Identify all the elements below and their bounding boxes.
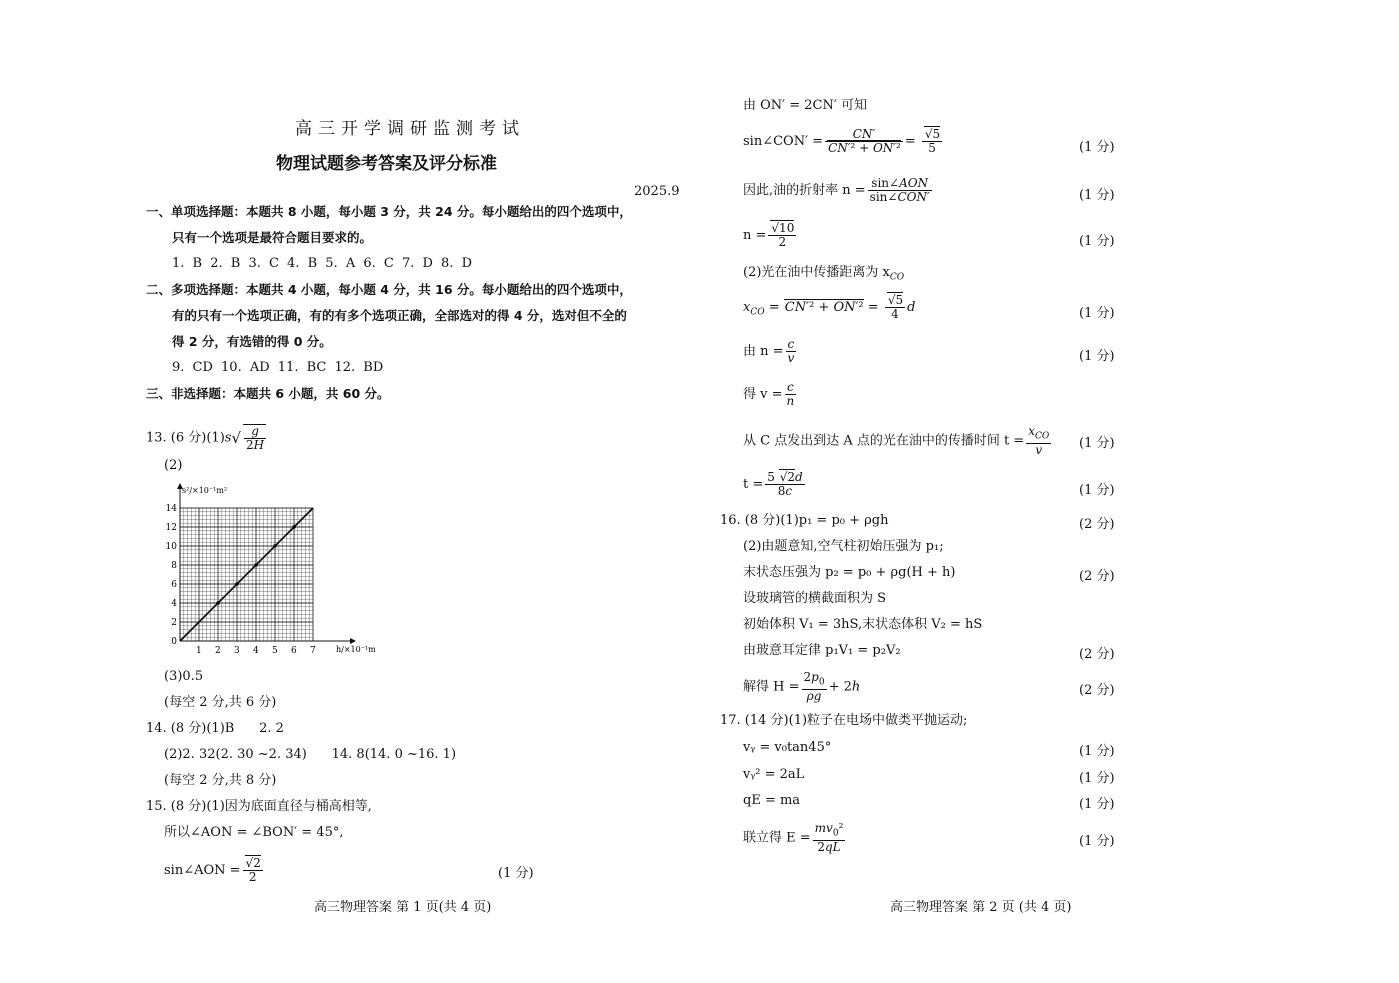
r-line9: 从 C 点发出到达 A 点的光在油中的传播时间 t = $x_{CO}$ v	[743, 424, 1050, 458]
r-line4: n = $\frac{√10}{2}$	[743, 221, 795, 249]
q14-line2: (2)2. 32(2. 30 ~2. 34) 14. 8(14. 0 ~16. 1)	[164, 747, 457, 762]
q16-score1: (2 分)	[1079, 517, 1115, 532]
r7-score: (1 分)	[1079, 349, 1115, 364]
header-title: 高三开学调研监测考试	[295, 119, 525, 139]
q15-line1: 15. (8 分)(1)因为底面直径与桶高相等,	[146, 799, 372, 814]
r-line1: 由 ON′ = 2CN′ 可知	[743, 98, 867, 113]
y-tick-label: 4	[171, 599, 177, 609]
x-axis-label: h/×10⁻¹m	[336, 645, 376, 654]
r5-label: (2)光在油中传播距离为 x	[743, 265, 890, 280]
q16-line4: 设玻璃管的横截面积为 S	[743, 591, 887, 606]
q13-prefix: 13. (6 分)(1)	[146, 430, 225, 446]
r-line3: 因此,油的折射率 n = sin∠AON sin∠CON′	[743, 176, 930, 204]
x-tick-label: 6	[291, 646, 297, 656]
data-point	[273, 544, 277, 548]
q17-line5: 联立得 E = $\frac{mv_0^2}{2qL}$	[743, 821, 844, 855]
y-tick-label: 0	[171, 637, 177, 647]
r4-score: (1 分)	[1079, 234, 1115, 249]
x-tick-label: 1	[196, 646, 202, 656]
right-footer: 高三物理答案 第 2 页 (共 4 页)	[890, 900, 1072, 915]
y-tick-label: 12	[165, 523, 177, 533]
q17-score4: (1 分)	[1079, 834, 1115, 849]
r-line10: t = $\frac{5 √2d}{8c}$	[743, 470, 803, 498]
q16-line7: 解得 H = $\frac{2p_0}{\rho g}$ + 2h	[743, 670, 861, 704]
q17-line2: vᵧ = v₀tan45°	[743, 740, 832, 755]
x-tick-label: 4	[253, 646, 259, 656]
sec1-answers: 1. B 2. B 3. C 4. B 5. A 6. C 7. D 8. D	[172, 256, 472, 271]
x-tick-label: 3	[234, 646, 240, 656]
data-point	[216, 601, 220, 605]
data-point	[292, 525, 296, 529]
q13-line1: 13. (6 分)(1)s√ $\frac{g}{2H}$	[146, 424, 265, 452]
sec2-answers: 9. CD 10. AD 11. BC 12. BD	[172, 360, 384, 375]
y-tick-label: 10	[165, 542, 177, 552]
q16-score3: (2 分)	[1079, 647, 1115, 662]
q15-line3: sin∠AON = $\frac{√2}{2}$	[164, 856, 261, 884]
x-tick-label: 5	[272, 646, 278, 656]
y-tick-label: 6	[171, 580, 177, 590]
date: 2025.9	[634, 184, 680, 199]
q15-sin-label: sin∠AON =	[164, 863, 241, 878]
x-axis-arrow	[350, 638, 356, 644]
sec2-line1: 二、多项选择题：本题共 4 小题，每小题 4 分，共 16 分。每小题给出的四个选项中，	[146, 282, 632, 297]
q13-note: (每空 2 分,共 6 分)	[164, 695, 277, 710]
q13-part2: (2)	[164, 458, 183, 473]
r2-label: sin∠CON′ =	[743, 134, 824, 149]
data-point	[254, 563, 258, 567]
x-tick-label: 7	[310, 646, 316, 656]
q13-part3: (3)0.5	[164, 669, 204, 684]
y-tick-label: 8	[171, 561, 177, 571]
main-title: 物理试题参考答案及评分标准	[276, 154, 497, 174]
r3-label: 因此,油的折射率 n =	[743, 183, 866, 198]
r-line8: 得 v = $\frac{c}{n}$	[743, 380, 795, 408]
q17-line1: 17. (14 分)(1)粒子在电场中做类平抛运动;	[720, 713, 968, 728]
r4-label: n =	[743, 228, 767, 243]
r8-label: 得 v =	[743, 387, 783, 402]
r-line7: 由 n = $\frac{c}{v}$	[743, 337, 795, 365]
sec2-line2: 有的只有一个选项正确，有的有多个选项正确，全部选对的得 4 分，选对但不全的	[172, 308, 627, 323]
q16-line2: (2)由题意知,空气柱初始压强为 p₁;	[743, 539, 944, 554]
q16-l7-label: 解得 H =	[743, 679, 800, 695]
chart-series	[180, 508, 313, 641]
r2-score: (1 分)	[1079, 140, 1115, 155]
r9-score: (1 分)	[1079, 436, 1115, 451]
q17-line3: vᵧ² = 2aL	[743, 767, 805, 782]
x-tick-label: 2	[215, 646, 221, 656]
r7-label: 由 n =	[743, 344, 784, 359]
y-tick-label: 14	[165, 504, 177, 514]
left-footer: 高三物理答案 第 1 页(共 4 页)	[314, 900, 492, 915]
q16-score2: (2 分)	[1079, 569, 1115, 584]
r3-score: (1 分)	[1079, 188, 1115, 203]
sec1-line2: 只有一个选项是最符合题目要求的。	[172, 230, 373, 245]
r-line6: $x_{CO} = CN'^2 + ON'^2$ = $\frac{√5}{4}$ d	[743, 293, 916, 321]
r6-score: (1 分)	[1079, 306, 1115, 321]
q17-score2: (1 分)	[1079, 771, 1115, 786]
y-tick-label: 2	[171, 618, 177, 628]
q16-score4: (2 分)	[1079, 683, 1115, 698]
q15-line2: 所以∠AON = ∠BON′ = 45°,	[164, 825, 344, 840]
q17-line4: qE = ma	[743, 793, 801, 808]
sec1-line1: 一、单项选择题：本题共 8 小题，每小题 3 分，共 24 分。每小题给出的四个选项中，	[146, 204, 632, 219]
r9-label: 从 C 点发出到达 A 点的光在油中的传播时间 t =	[743, 433, 1025, 449]
y-axis-label: s²/×10⁻¹m²	[182, 486, 228, 495]
q14-note: (每空 2 分,共 8 分)	[164, 773, 277, 788]
r-line5: (2)光在油中传播距离为 $x_{CO}$	[743, 265, 905, 283]
r6-label: x	[743, 300, 751, 315]
q17-l5-label: 联立得 E =	[743, 830, 811, 846]
q16-line3: 末状态压强为 p₂ = p₀ + ρg(H + h)	[743, 565, 956, 580]
sec3-header: 三、非选择题：本题共 6 小题，共 60 分。	[146, 386, 390, 401]
q17-score3: (1 分)	[1079, 797, 1115, 812]
r-line2: sin∠CON′ = $\frac{CN'}{\text{CN′² + ON′²}}$ = $\frac{√5}{5}$	[743, 127, 941, 155]
q15-score: (1 分)	[498, 866, 534, 881]
q13-chart	[160, 480, 390, 660]
sec2-line3: 得 2 分，有选错的得 0 分。	[172, 334, 332, 349]
q16-line5: 初始体积 V₁ = 3hS,末状态体积 V₂ = hS	[743, 617, 983, 632]
r10-score: (1 分)	[1079, 483, 1115, 498]
q14-line1: 14. (8 分)(1)B 2. 2	[146, 721, 284, 736]
r10-label: t =	[743, 477, 764, 492]
data-point	[235, 582, 239, 586]
q16-line1: 16. (8 分)(1)p₁ = p₀ + ρgh	[720, 513, 889, 528]
q17-score1: (1 分)	[1079, 744, 1115, 759]
q16-line6: 由玻意耳定律 p₁V₁ = p₂V₂	[743, 643, 901, 658]
